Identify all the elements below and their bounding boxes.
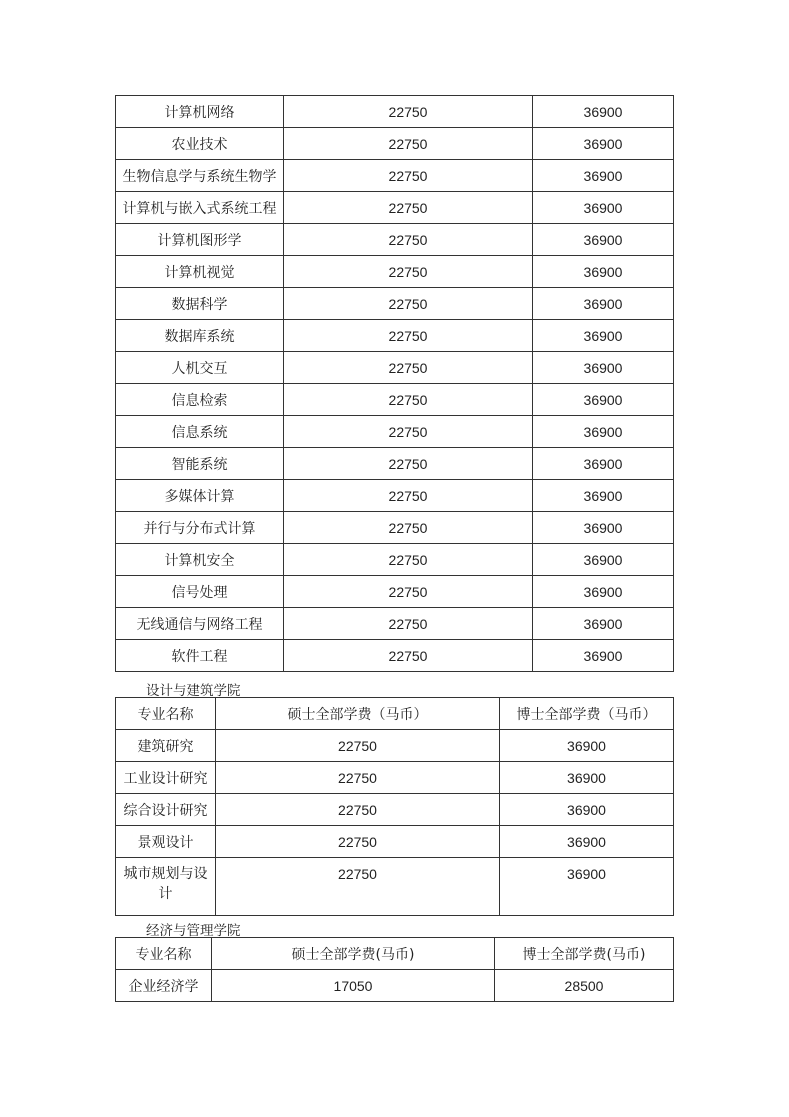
header-program-name: 专业名称 bbox=[116, 938, 212, 970]
header-program-name: 专业名称 bbox=[116, 698, 216, 730]
phd-fee: 36900 bbox=[500, 858, 674, 916]
program-name: 并行与分布式计算 bbox=[116, 512, 284, 544]
table-row bbox=[116, 96, 674, 128]
master-fee: 22750 bbox=[216, 858, 500, 916]
master-fee: 22750 bbox=[284, 416, 533, 448]
program-name: 数据库系统 bbox=[116, 320, 284, 352]
master-fee: 22750 bbox=[284, 480, 533, 512]
fees-table-computing-body bbox=[116, 96, 674, 672]
phd-fee: 36900 bbox=[533, 192, 674, 224]
phd-fee: 36900 bbox=[533, 608, 674, 640]
master-fee: 22750 bbox=[284, 256, 533, 288]
program-name: 企业经济学 bbox=[116, 970, 212, 1002]
phd-fee: 36900 bbox=[533, 288, 674, 320]
program-name: 多媒体计算 bbox=[116, 480, 284, 512]
table-row bbox=[116, 544, 674, 576]
master-fee: 22750 bbox=[216, 794, 500, 826]
program-name: 信息检索 bbox=[116, 384, 284, 416]
master-fee: 22750 bbox=[284, 288, 533, 320]
master-fee: 22750 bbox=[284, 224, 533, 256]
table-row bbox=[116, 794, 674, 826]
master-fee: 22750 bbox=[284, 512, 533, 544]
program-name: 计算机安全 bbox=[116, 544, 284, 576]
phd-fee: 36900 bbox=[500, 826, 674, 858]
table-row bbox=[116, 352, 674, 384]
table-row bbox=[116, 320, 674, 352]
table-row bbox=[116, 762, 674, 794]
program-name: 景观设计 bbox=[116, 826, 216, 858]
header-master-fee: 硕士全部学费（马币） bbox=[216, 698, 500, 730]
master-fee: 22750 bbox=[284, 96, 533, 128]
table-row bbox=[116, 576, 674, 608]
table-row bbox=[116, 128, 674, 160]
master-fee: 22750 bbox=[284, 320, 533, 352]
table-header-row bbox=[116, 698, 674, 730]
master-fee: 17050 bbox=[212, 970, 495, 1002]
fees-table-design-body bbox=[116, 698, 674, 916]
program-name: 综合设计研究 bbox=[116, 794, 216, 826]
table-row bbox=[116, 160, 674, 192]
section-title-design: 设计与建筑学院 bbox=[146, 683, 241, 699]
master-fee: 22750 bbox=[284, 608, 533, 640]
program-name: 数据科学 bbox=[116, 288, 284, 320]
table-row bbox=[116, 384, 674, 416]
program-name: 计算机图形学 bbox=[116, 224, 284, 256]
fees-table-computing bbox=[115, 95, 674, 672]
table-row bbox=[116, 448, 674, 480]
section-title-economics: 经济与管理学院 bbox=[146, 923, 241, 939]
master-fee: 22750 bbox=[284, 192, 533, 224]
phd-fee: 36900 bbox=[533, 640, 674, 672]
phd-fee: 36900 bbox=[533, 448, 674, 480]
master-fee: 22750 bbox=[284, 160, 533, 192]
table-row bbox=[116, 512, 674, 544]
phd-fee: 36900 bbox=[533, 256, 674, 288]
phd-fee: 36900 bbox=[533, 384, 674, 416]
phd-fee: 36900 bbox=[533, 224, 674, 256]
header-phd-fee: 博士全部学费(马币) bbox=[495, 938, 674, 970]
table-row bbox=[116, 416, 674, 448]
table-row bbox=[116, 970, 674, 1002]
header-phd-fee: 博士全部学费（马币） bbox=[500, 698, 674, 730]
table-row bbox=[116, 480, 674, 512]
table-row bbox=[116, 608, 674, 640]
program-name: 信息系统 bbox=[116, 416, 284, 448]
table-row bbox=[116, 730, 674, 762]
phd-fee: 36900 bbox=[533, 352, 674, 384]
program-name: 生物信息学与系统生物学 bbox=[116, 160, 284, 192]
phd-fee: 36900 bbox=[500, 730, 674, 762]
fees-table-design bbox=[115, 697, 674, 916]
phd-fee: 36900 bbox=[533, 320, 674, 352]
phd-fee: 36900 bbox=[500, 762, 674, 794]
program-name: 计算机网络 bbox=[116, 96, 284, 128]
fees-table-economics bbox=[115, 937, 674, 1002]
table-row bbox=[116, 256, 674, 288]
master-fee: 22750 bbox=[284, 352, 533, 384]
table-row bbox=[116, 192, 674, 224]
program-name: 计算机与嵌入式系统工程 bbox=[116, 192, 284, 224]
table-row bbox=[116, 858, 674, 916]
phd-fee: 28500 bbox=[495, 970, 674, 1002]
master-fee: 22750 bbox=[216, 762, 500, 794]
program-name: 智能系统 bbox=[116, 448, 284, 480]
master-fee: 22750 bbox=[284, 448, 533, 480]
program-name: 无线通信与网络工程 bbox=[116, 608, 284, 640]
fees-table-economics-body bbox=[116, 938, 674, 1002]
phd-fee: 36900 bbox=[533, 512, 674, 544]
table-row bbox=[116, 224, 674, 256]
program-name: 工业设计研究 bbox=[116, 762, 216, 794]
master-fee: 22750 bbox=[284, 640, 533, 672]
phd-fee: 36900 bbox=[533, 480, 674, 512]
program-name: 城市规划与设计 bbox=[116, 858, 216, 916]
header-master-fee: 硕士全部学费(马币) bbox=[212, 938, 495, 970]
phd-fee: 36900 bbox=[533, 160, 674, 192]
table-row bbox=[116, 288, 674, 320]
program-name: 计算机视觉 bbox=[116, 256, 284, 288]
table-header-row bbox=[116, 938, 674, 970]
program-name: 信号处理 bbox=[116, 576, 284, 608]
program-name: 软件工程 bbox=[116, 640, 284, 672]
phd-fee: 36900 bbox=[533, 128, 674, 160]
phd-fee: 36900 bbox=[533, 416, 674, 448]
master-fee: 22750 bbox=[216, 826, 500, 858]
phd-fee: 36900 bbox=[533, 576, 674, 608]
program-name: 农业技术 bbox=[116, 128, 284, 160]
phd-fee: 36900 bbox=[533, 96, 674, 128]
table-row bbox=[116, 826, 674, 858]
program-name: 人机交互 bbox=[116, 352, 284, 384]
master-fee: 22750 bbox=[284, 384, 533, 416]
master-fee: 22750 bbox=[284, 128, 533, 160]
master-fee: 22750 bbox=[284, 544, 533, 576]
master-fee: 22750 bbox=[216, 730, 500, 762]
phd-fee: 36900 bbox=[500, 794, 674, 826]
program-name: 建筑研究 bbox=[116, 730, 216, 762]
master-fee: 22750 bbox=[284, 576, 533, 608]
table-row bbox=[116, 640, 674, 672]
phd-fee: 36900 bbox=[533, 544, 674, 576]
